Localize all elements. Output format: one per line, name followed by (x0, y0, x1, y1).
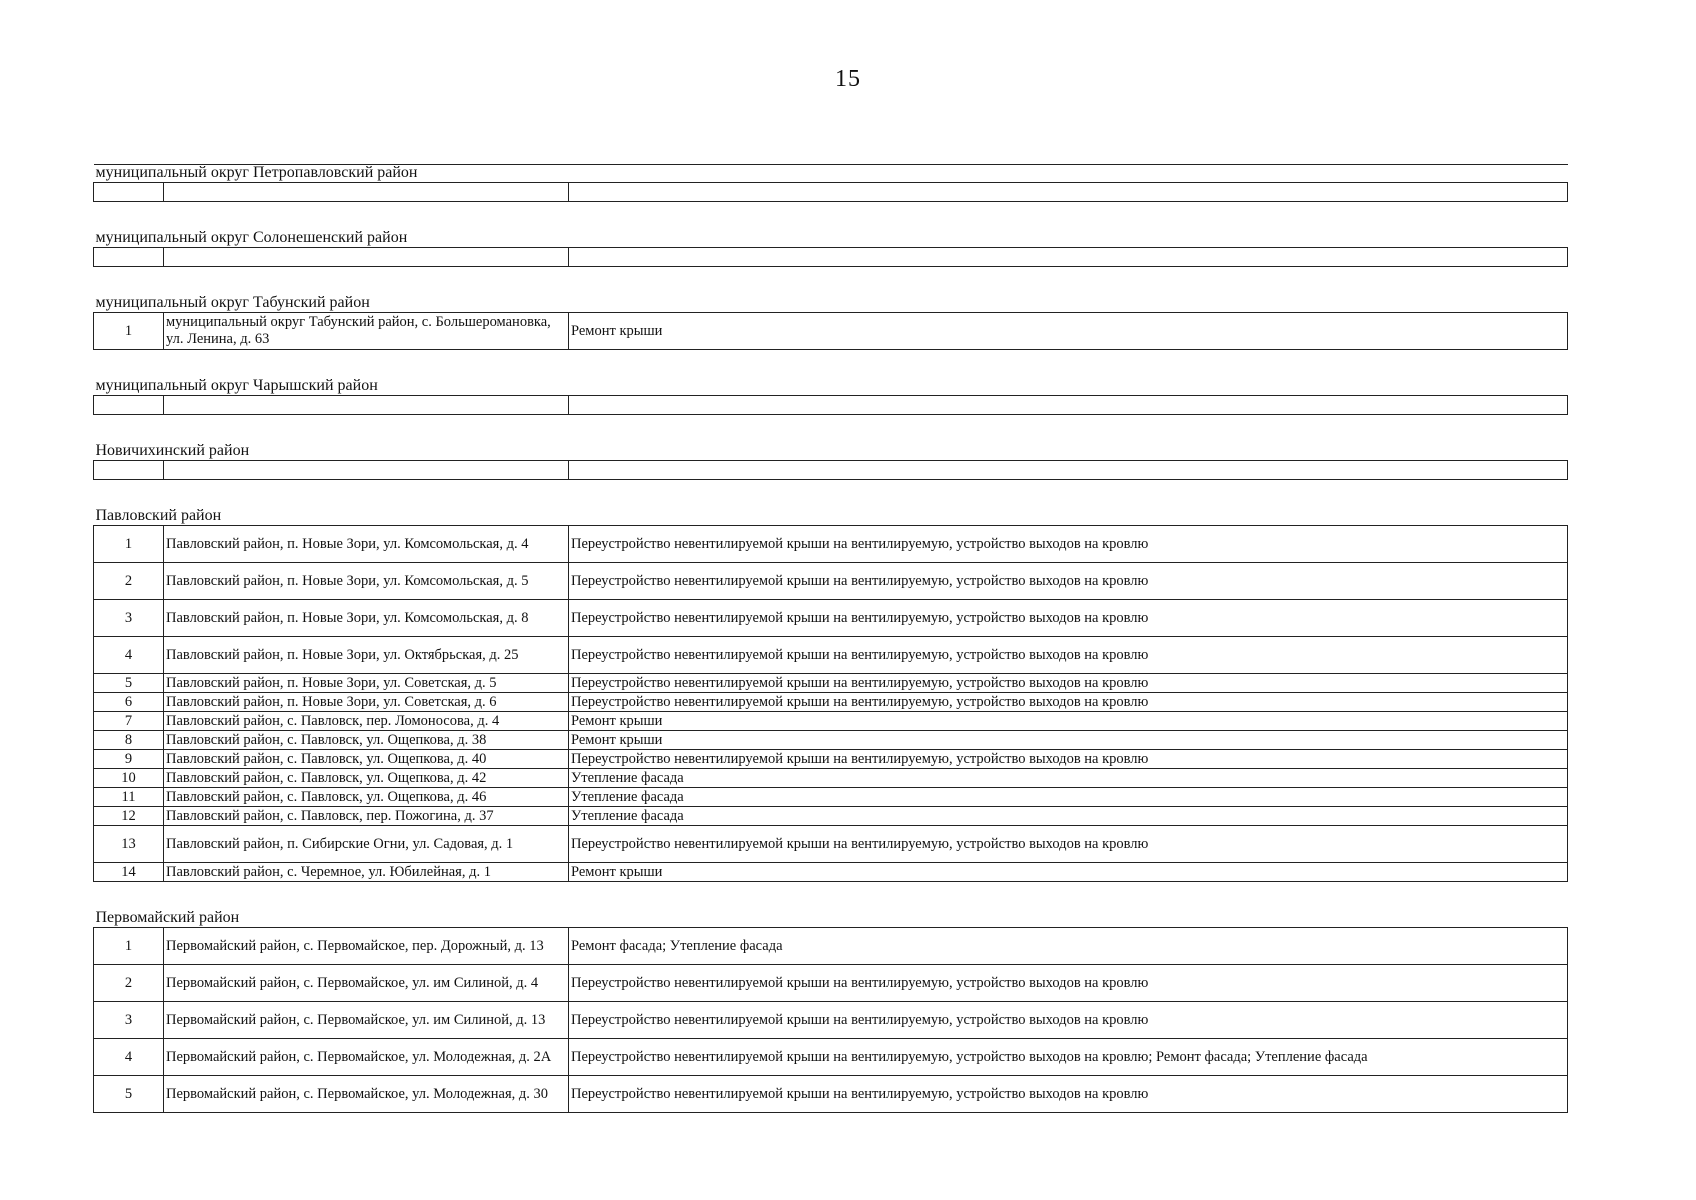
row-work-type: Ремонт крыши (569, 731, 1568, 750)
table-row (94, 928, 1568, 965)
table-row (94, 1076, 1568, 1113)
district-header (94, 165, 1568, 183)
district-gap (94, 882, 1568, 911)
row-work-type: Переустройство невентилируемой крыши на вентилируемую, устройство выходов на кровлю (569, 826, 1568, 863)
row-number: 9 (94, 750, 164, 769)
row-address: Павловский район, с. Павловск, ул. Ощепкова, д. 40 (164, 750, 569, 769)
table-row (94, 600, 1568, 637)
row-work-type: Переустройство невентилируемой крыши на вентилируемую, устройство выходов на кровлю (569, 1002, 1568, 1039)
row-number: 3 (94, 600, 164, 637)
row-work-type: Переустройство невентилируемой крыши на вентилируемую, устройство выходов на кровлю (569, 526, 1568, 563)
row-work-type: Ремонт крыши (569, 712, 1568, 731)
table-row (94, 313, 1568, 350)
row-work-type: Переустройство невентилируемой крыши на вентилируемую, устройство выходов на кровлю; Ремонт фасада; Утепление фасада (569, 1039, 1568, 1076)
row-address: Первомайский район, с. Первомайское, ул. им Силиной, д. 13 (164, 1002, 569, 1039)
row-number: 2 (94, 563, 164, 600)
empty-row (94, 461, 1568, 480)
row-address: Павловский район, п. Новые Зори, ул. Советская, д. 6 (164, 693, 569, 712)
district-gap (94, 202, 1568, 231)
table-row (94, 674, 1568, 693)
row-number: 2 (94, 965, 164, 1002)
row-address: Павловский район, п. Новые Зори, ул. Комсомольская, д. 4 (164, 526, 569, 563)
district-name: муниципальный округ Табунский район (94, 295, 1568, 313)
district-header (94, 910, 1568, 928)
district-name: муниципальный округ Петропавловский район (94, 165, 1568, 183)
district-name: муниципальный округ Чарышский район (94, 378, 1568, 396)
row-work-type: Переустройство невентилируемой крыши на вентилируемую, устройство выходов на кровлю (569, 637, 1568, 674)
row-work-type: Переустройство невентилируемой крыши на вентилируемую, устройство выходов на кровлю (569, 1076, 1568, 1113)
district-header (94, 508, 1568, 526)
row-address: муниципальный округ Табунский район, с. Большеромановка, ул. Ленина, д. 63 (164, 313, 569, 350)
empty-cell (164, 396, 569, 415)
row-work-type: Утепление фасада (569, 807, 1568, 826)
row-number: 13 (94, 826, 164, 863)
table-row (94, 863, 1568, 882)
table-row (94, 750, 1568, 769)
district-name: Павловский район (94, 508, 1568, 526)
district-gap (94, 415, 1568, 444)
district-header (94, 378, 1568, 396)
table-row (94, 712, 1568, 731)
district-gap (94, 267, 1568, 296)
row-address: Павловский район, с. Павловск, ул. Ощепкова, д. 46 (164, 788, 569, 807)
empty-row (94, 396, 1568, 415)
empty-cell (569, 461, 1568, 480)
row-address: Павловский район, п. Новые Зори, ул. Октябрьская, д. 25 (164, 637, 569, 674)
table-row (94, 731, 1568, 750)
empty-cell (94, 396, 164, 415)
row-address: Павловский район, п. Сибирские Огни, ул. Садовая, д. 1 (164, 826, 569, 863)
empty-cell (164, 183, 569, 202)
empty-cell (94, 461, 164, 480)
row-work-type: Переустройство невентилируемой крыши на вентилируемую, устройство выходов на кровлю (569, 563, 1568, 600)
table-row (94, 1002, 1568, 1039)
row-address: Павловский район, п. Новые Зори, ул. Комсомольская, д. 5 (164, 563, 569, 600)
table-row (94, 526, 1568, 563)
district-gap (94, 350, 1568, 379)
register-body (94, 165, 1568, 1113)
row-work-type: Переустройство невентилируемой крыши на вентилируемую, устройство выходов на кровлю (569, 693, 1568, 712)
row-address: Первомайский район, с. Первомайское, ул. Молодежная, д. 2А (164, 1039, 569, 1076)
row-work-type: Переустройство невентилируемой крыши на вентилируемую, устройство выходов на кровлю (569, 674, 1568, 693)
table-row (94, 807, 1568, 826)
empty-cell (164, 461, 569, 480)
row-number: 5 (94, 1076, 164, 1113)
row-number: 4 (94, 1039, 164, 1076)
table-row (94, 965, 1568, 1002)
row-address: Первомайский район, с. Первомайское, ул. им Силиной, д. 4 (164, 965, 569, 1002)
row-number: 10 (94, 769, 164, 788)
row-work-type: Переустройство невентилируемой крыши на вентилируемую, устройство выходов на кровлю (569, 965, 1568, 1002)
empty-cell (94, 248, 164, 267)
row-number: 7 (94, 712, 164, 731)
district-header (94, 443, 1568, 461)
empty-cell (569, 183, 1568, 202)
row-work-type: Утепление фасада (569, 769, 1568, 788)
row-number: 1 (94, 313, 164, 350)
empty-row (94, 248, 1568, 267)
row-number: 11 (94, 788, 164, 807)
empty-cell (569, 396, 1568, 415)
district-name: муниципальный округ Солонешенский район (94, 230, 1568, 248)
row-number: 5 (94, 674, 164, 693)
row-address: Павловский район, с. Павловск, ул. Ощепкова, д. 42 (164, 769, 569, 788)
row-work-type: Ремонт крыши (569, 313, 1568, 350)
empty-cell (569, 248, 1568, 267)
table-row (94, 693, 1568, 712)
row-number: 4 (94, 637, 164, 674)
district-gap (94, 480, 1568, 509)
table-row (94, 1039, 1568, 1076)
row-work-type: Переустройство невентилируемой крыши на вентилируемую, устройство выходов на кровлю (569, 600, 1568, 637)
table-row (94, 637, 1568, 674)
row-address: Павловский район, с. Павловск, пер. Пожогина, д. 37 (164, 807, 569, 826)
row-address: Павловский район, с. Павловск, пер. Ломоносова, д. 4 (164, 712, 569, 731)
row-number: 8 (94, 731, 164, 750)
district-header (94, 230, 1568, 248)
table-row (94, 769, 1568, 788)
row-address: Павловский район, с. Павловск, ул. Ощепкова, д. 38 (164, 731, 569, 750)
page-number: 15 (835, 66, 861, 92)
row-number: 6 (94, 693, 164, 712)
row-address: Первомайский район, с. Первомайское, пер. Дорожный, д. 13 (164, 928, 569, 965)
row-number: 3 (94, 1002, 164, 1039)
table-row (94, 563, 1568, 600)
empty-cell (164, 248, 569, 267)
table-row (94, 826, 1568, 863)
row-work-type: Ремонт фасада; Утепление фасада (569, 928, 1568, 965)
row-address: Павловский район, с. Черемное, ул. Юбилейная, д. 1 (164, 863, 569, 882)
district-name: Первомайский район (94, 910, 1568, 928)
row-address: Первомайский район, с. Первомайское, ул. Молодежная, д. 30 (164, 1076, 569, 1113)
row-work-type: Ремонт крыши (569, 863, 1568, 882)
district-header (94, 295, 1568, 313)
table-row (94, 788, 1568, 807)
district-name: Новичихинский район (94, 443, 1568, 461)
row-work-type: Утепление фасада (569, 788, 1568, 807)
row-number: 1 (94, 928, 164, 965)
row-work-type: Переустройство невентилируемой крыши на вентилируемую, устройство выходов на кровлю (569, 750, 1568, 769)
empty-row (94, 183, 1568, 202)
row-number: 1 (94, 526, 164, 563)
repair-register-table (93, 164, 1568, 1113)
row-number: 14 (94, 863, 164, 882)
row-address: Павловский район, п. Новые Зори, ул. Комсомольская, д. 8 (164, 600, 569, 637)
empty-cell (94, 183, 164, 202)
row-number: 12 (94, 807, 164, 826)
row-address: Павловский район, п. Новые Зори, ул. Советская, д. 5 (164, 674, 569, 693)
